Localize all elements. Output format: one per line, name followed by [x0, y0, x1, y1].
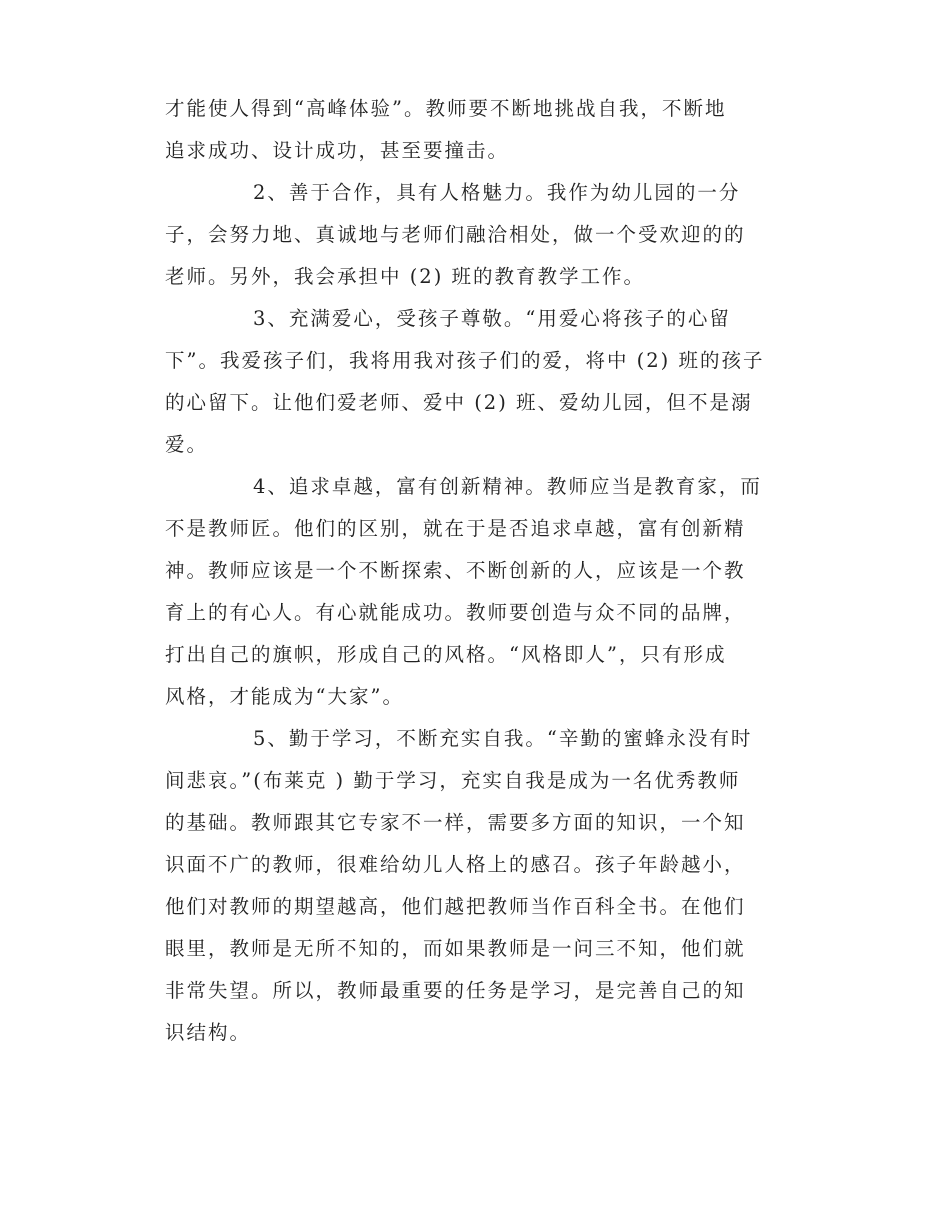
paragraph-line: 打出自己的旗帜，形成自己的风格。“风格即人”，只有形成 — [165, 643, 727, 666]
paragraph-3 — [165, 298, 795, 466]
paragraph-line: 风格，才能成为“大家”。 — [165, 685, 404, 708]
paragraph-line: 神。教师应该是一个不断探索、不断创新的人，应该是一个教 — [165, 559, 746, 582]
paragraph-line: 下”。我爱孩子们，我将用我对孩子们的爱，将中 (2) 班的孩子 — [165, 349, 765, 372]
paragraph-line: 老师。另外，我会承担中 (2) 班的教育教学工作。 — [165, 265, 646, 288]
paragraph-line: 识结构。 — [165, 1021, 252, 1044]
paragraph-line: 爱。 — [165, 433, 209, 456]
paragraph-line: 他们对教师的期望越高，他们越把教师当作百科全书。在他们 — [165, 895, 746, 918]
paragraph-line: 的心留下。让他们爱老师、爱中 (2) 班、爱幼儿园，但不是溺 — [165, 391, 753, 414]
paragraph-line: 的基础。教师跟其它专家不一样，需要多方面的知识，一个知 — [165, 811, 746, 834]
paragraph-line: 5、勤于学习，不断充实自我。“辛勤的蜜蜂永没有时 — [253, 727, 753, 750]
paragraph-line: 眼里，教师是无所不知的，而如果教师是一问三不知，他们就 — [165, 937, 746, 960]
document-body — [165, 88, 795, 1054]
paragraph-line: 不是教师匠。他们的区别，就在于是否追求卓越，富有创新精 — [165, 517, 746, 540]
paragraph-5 — [165, 718, 795, 1054]
paragraph-line: 3、充满爱心，受孩子尊敬。“用爱心将孩子的心留 — [253, 307, 731, 330]
paragraph-line: 才能使人得到“高峰体验”。教师要不断地挑战自我，不断地 — [165, 97, 727, 120]
paragraph-line: 间悲哀。”(布莱克 ) 勤于学习，充实自我是成为一名优秀教师 — [165, 769, 741, 792]
paragraph-line: 4、追求卓越，富有创新精神。教师应当是教育家，而 — [253, 475, 762, 498]
paragraph-2 — [165, 172, 795, 298]
paragraph-line: 追求成功、设计成功，甚至要撞击。 — [165, 139, 510, 162]
paragraph-1 — [165, 88, 795, 172]
paragraph-line: 子，会努力地、真诚地与老师们融洽相处，做一个受欢迎的的 — [165, 223, 746, 246]
paragraph-line: 2、善于合作，具有人格魅力。我作为幼儿园的一分 — [253, 181, 741, 204]
paragraph-4 — [165, 466, 795, 718]
paragraph-line: 识面不广的教师，很难给幼儿人格上的感召。孩子年龄越小， — [165, 853, 746, 876]
paragraph-line: 非常失望。所以，教师最重要的任务是学习，是完善自己的知 — [165, 979, 746, 1002]
paragraph-line: 育上的有心人。有心就能成功。教师要创造与众不同的品牌， — [165, 601, 746, 624]
